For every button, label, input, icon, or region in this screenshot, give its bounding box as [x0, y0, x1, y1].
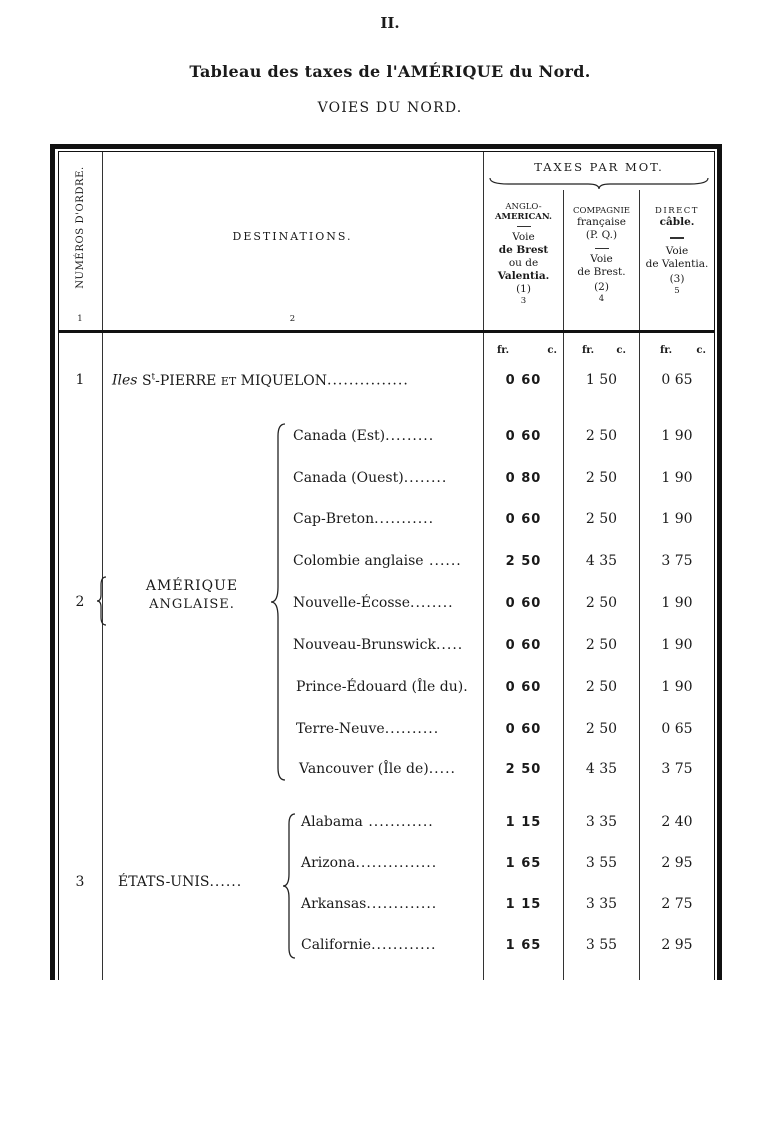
table-row-dest: Nouveau-Brunswick.....: [293, 637, 464, 653]
col4-top1: COMPAGNIE: [572, 206, 631, 216]
table-row-c3: 0 60: [505, 680, 542, 695]
col-destinations-header: DESTINATIONS.: [232, 230, 353, 243]
table-row-c5: 2 40: [661, 814, 693, 830]
table-top-inner-border: [58, 151, 714, 152]
group-2-name-line2: ANGLAISE.: [149, 597, 235, 612]
table-row-c4: 2 50: [585, 679, 618, 695]
table-row-c3: 2 50: [505, 554, 542, 569]
col-numeros-label: NUMÉROS D'ORDRE.: [74, 165, 86, 289]
col5-voie: Voie: [665, 245, 689, 257]
table-row-c5: 1 90: [661, 511, 693, 527]
table-row-c3: 2 50: [505, 762, 542, 777]
table-row-c5: 1 90: [661, 428, 693, 444]
table-row-c4: 2 50: [585, 428, 618, 444]
table-row-c4: 2 50: [585, 470, 618, 486]
table-row-c5: 0 65: [661, 721, 693, 737]
taxes-header: TAXES PAR MOT.: [534, 160, 664, 174]
col3-dash: [517, 226, 531, 227]
col5-header: [640, 206, 714, 296]
table-row-c4: 2 50: [585, 637, 618, 653]
table-row-c5: 1 90: [661, 470, 693, 486]
table-row-dest: Colombie anglaise ......: [293, 553, 462, 569]
page-title: Tableau des taxes de l'AMÉRIQUE du Nord.: [189, 62, 591, 81]
table-row-c5: 2 95: [661, 937, 693, 953]
table-top-border: [50, 144, 722, 149]
table-row-dest: Vancouver (Île de).....: [299, 761, 456, 777]
table-row-dest: Canada (Ouest)........: [293, 470, 448, 486]
group-1-name: Iles $S^t$-PIERRE ET MIQUELON...............: [112, 372, 409, 389]
col5-de: de Valentia.: [645, 258, 709, 270]
col4-top2: française: [576, 216, 627, 228]
table-row-c5: 3 75: [661, 553, 693, 569]
table-row-c4: 3 55: [585, 937, 618, 953]
group-2-brace: [268, 422, 288, 782]
table-row-c5: 1 90: [661, 679, 693, 695]
table-row-c4: 2 50: [585, 721, 618, 737]
col3-ref: (1): [516, 283, 531, 295]
col3-top1: ANGLO-: [505, 202, 542, 212]
group-1-prefix: Iles: [112, 372, 138, 389]
table-row-c4: 2 50: [585, 595, 618, 611]
col3-units: fr. c.: [497, 345, 557, 356]
table-row-c4: 2 50: [585, 511, 618, 527]
table-row-c5: 2 75: [661, 896, 693, 912]
group-3-brace: [280, 812, 298, 962]
table-row-c4: 3 35: [585, 896, 618, 912]
table-row-dest: Canada (Est).........: [293, 428, 435, 444]
col3-de: de Brest: [498, 244, 549, 256]
taxes-brace: [488, 176, 710, 190]
table-left-border: [50, 144, 55, 980]
table-row-c3: 0 60: [505, 722, 542, 737]
table-row-dest: Arkansas.............: [301, 896, 438, 912]
group-1-number: 1: [75, 372, 85, 388]
group-2-name-line1: AMÉRIQUE: [145, 578, 239, 594]
page-subtitle: VOIES DU NORD.: [317, 100, 463, 116]
group-3-number: 3: [75, 874, 85, 890]
col3-ou: ou de: [508, 257, 539, 269]
col4-number: 4: [598, 294, 605, 304]
col4-dash: [595, 248, 609, 249]
table-right-inner-border: [714, 151, 715, 980]
table-row-c3: 1 15: [505, 815, 542, 830]
group-1-c3: 0 60: [505, 373, 542, 388]
table-row-c5: 1 90: [661, 595, 693, 611]
table-row-dest: Alabama ............: [301, 814, 434, 830]
col1-number: 1: [77, 314, 83, 324]
col4-voie: Voie: [590, 253, 613, 265]
col4-ref: (2): [594, 281, 609, 293]
group-2-number: 2: [75, 594, 85, 610]
table-row-dest: Californie............: [301, 937, 437, 953]
page-number: II.: [380, 14, 400, 32]
col4-header: [564, 206, 639, 304]
col4-top3: (P. Q.): [585, 229, 618, 241]
table-row-dest: Prince-Édouard (Île du).: [296, 679, 469, 695]
table-row-dest: Cap-Breton...........: [293, 511, 435, 527]
table-row-c5: 3 75: [661, 761, 693, 777]
table-row-c3: 0 60: [505, 638, 542, 653]
table-row-c5: 2 95: [661, 855, 693, 871]
col-separator-1: [102, 152, 103, 980]
col4-units: fr. c.: [582, 345, 626, 356]
table-row-c3: 0 60: [505, 596, 542, 611]
group-1-c5: 0 65: [661, 372, 693, 388]
table-row-c4: 3 55: [585, 855, 618, 871]
table-right-border: [717, 144, 722, 980]
col2-number: 2: [289, 314, 296, 324]
table-row-c4: 4 35: [585, 761, 618, 777]
col3-header: [484, 202, 563, 306]
col3-top2: AMERICAN.: [494, 212, 553, 222]
col3-via: Valentia.: [497, 270, 550, 282]
table-row-dest: Nouvelle-Écosse........: [293, 595, 454, 611]
table-row-c3: 0 60: [505, 429, 542, 444]
col5-units: fr. c.: [660, 345, 706, 356]
table-row-c3: 1 65: [505, 856, 542, 871]
group-3-name: ÉTATS-UNIS......: [118, 874, 243, 890]
table-row-c3: 0 60: [505, 512, 542, 527]
table-row-c3: 1 65: [505, 938, 542, 953]
col5-top1: DIRECT: [655, 206, 699, 216]
table-row-dest: Terre-Neuve..........: [296, 721, 440, 737]
table-row-c5: 1 90: [661, 637, 693, 653]
col-numeros-header: [58, 152, 102, 302]
col5-dash: [670, 237, 684, 239]
header-bottom-rule: [59, 330, 714, 333]
table-row-c4: 3 35: [585, 814, 618, 830]
table-row-c4: 4 35: [585, 553, 618, 569]
col3-number: 3: [520, 296, 527, 306]
group-1-c4: 1 50: [585, 372, 618, 388]
group-2-name: [112, 578, 272, 612]
group-2-small-brace: [96, 575, 108, 627]
col4-de: de Brest.: [577, 266, 626, 278]
col5-number: 5: [674, 286, 680, 296]
table-row-dest: Arizona...............: [301, 855, 438, 871]
col5-top2: câble.: [659, 216, 695, 228]
col3-voie: Voie: [512, 231, 535, 243]
table-row-c3: 0 80: [505, 471, 542, 486]
table-row-c3: 1 15: [505, 897, 542, 912]
col5-ref: (3): [669, 273, 685, 285]
